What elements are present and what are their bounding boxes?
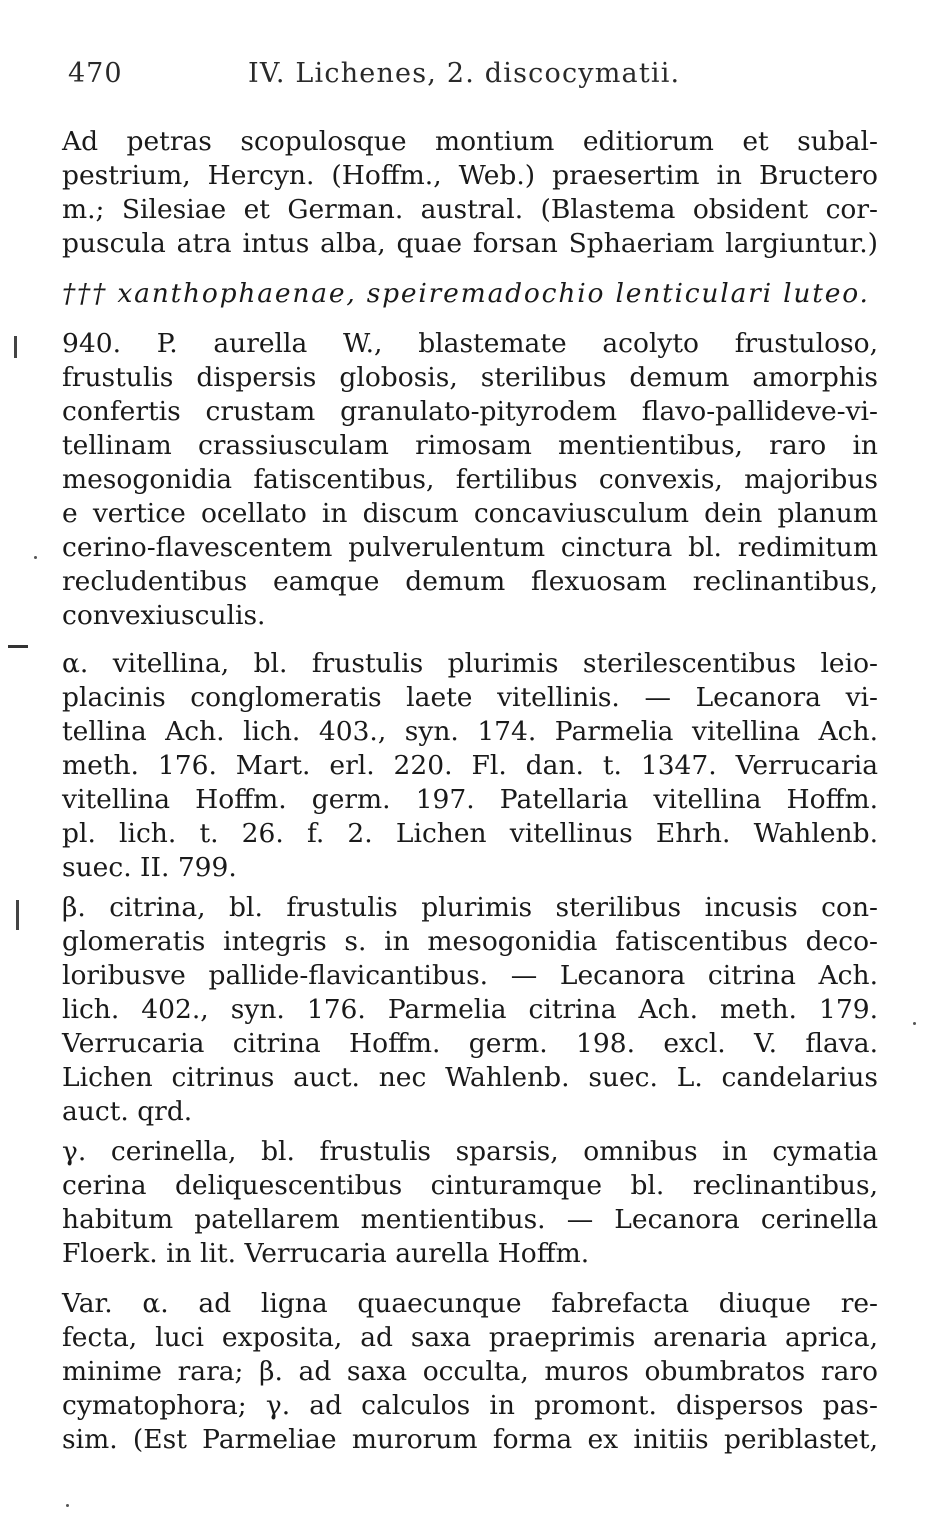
- text-line-25: lich. 402., syn. 176. Parmelia citrina Ach. meth. 179.: [62, 994, 878, 1025]
- text-line-7: frustulis dispersis globosis, sterilibus demum amorphis: [62, 362, 878, 393]
- text-line-2: pestrium, Hercyn. (Hoffm., Web.) praesertim in Bructero: [62, 160, 878, 191]
- text-line-19: vitellina Hoffm. germ. 197. Patellaria vitellina Hoffm.: [62, 784, 878, 815]
- text-line-24: loribusve pallide-flavicantibus. — Lecanora citrina Ach.: [62, 960, 878, 991]
- text-line-36: cymatophora; γ. ad calculos in promont. dispersos pas-: [62, 1390, 878, 1421]
- text-line-28: auct. qrd.: [62, 1096, 193, 1127]
- margin-tick-mark: [14, 336, 17, 358]
- text-line-11: e vertice ocellato in discum concaviusculum dein planum: [62, 498, 878, 529]
- margin-speck: [913, 1022, 916, 1025]
- text-line-16: placinis conglomeratis laete vitellinis. — Lecanora vi-: [62, 682, 878, 713]
- text-line-37: sim. (Est Parmeliae murorum forma ex initiis periblastet,: [62, 1424, 878, 1455]
- text-line-17: tellina Ach. lich. 403., syn. 174. Parmelia vitellina Ach.: [62, 716, 878, 747]
- variety-gamma-title: γ. cerinella, bl. frustulis sparsis, omnibus in cymatia: [62, 1136, 878, 1167]
- margin-dash-mark: [8, 645, 28, 648]
- text-line-12: cerino-flavescentem pulverulentum cinctura bl. redimitum: [62, 532, 878, 563]
- running-title: IV. Lichenes, 2. discocymatii.: [248, 58, 681, 89]
- text-line-10: mesogonidia fatiscentibus, fertilibus convexis, majoribus: [62, 464, 878, 495]
- text-line-34: fecta, luci exposita, ad saxa praeprimis arenaria aprica,: [62, 1322, 878, 1353]
- text-line-30: cerina deliquescentibus cinturamque bl. reclinantibus,: [62, 1170, 878, 1201]
- text-line-18: meth. 176. Mart. erl. 220. Fl. dan. t. 1347. Verrucaria: [62, 750, 878, 781]
- text-line-32: Floerk. in lit. Verrucaria aurella Hoffm.: [62, 1238, 590, 1269]
- variety-notes-line: Var. α. ad ligna quaecunque fabrefacta diuque re-: [62, 1288, 878, 1319]
- text-line-20: pl. lich. t. 26. f. 2. Lichen vitellinus Ehrh. Wahlenb.: [62, 818, 878, 849]
- variety-beta-title: β. citrina, bl. frustulis plurimis sterilibus incusis con-: [62, 892, 878, 923]
- section-heading: ††† xanthophaenae, speiremadochio lenticulari luteo.: [62, 278, 870, 309]
- page-header: [68, 58, 888, 98]
- text-line-1: Ad petras scopulosque montium editiorum et subal-: [62, 126, 878, 157]
- text-line-8: confertis crustam granulato-pityrodem flavo-pallideve-vi-: [62, 396, 878, 427]
- text-line-31: habitum patellarem mentientibus. — Lecanora cerinella: [62, 1204, 878, 1235]
- text-line-26: Verrucaria citrina Hoffm. germ. 198. excl. V. flava.: [62, 1028, 878, 1059]
- margin-speck: [66, 1504, 69, 1507]
- text-line-4: puscula atra intus alba, quae forsan Sphaeriam largiuntur.): [62, 228, 878, 259]
- text-line-27: Lichen citrinus auct. nec Wahlenb. suec. L. candelarius: [62, 1062, 878, 1093]
- margin-tick-mark: [16, 900, 19, 930]
- text-line-3: m.; Silesiae et German. austral. (Blastema obsident cor-: [62, 194, 878, 225]
- species-entry-title: 940. P. aurella W., blastemate acolyto frustuloso,: [62, 328, 878, 359]
- text-line-35: minime rara; β. ad saxa occulta, muros obumbratos raro: [62, 1356, 878, 1387]
- variety-alpha-title: α. vitellina, bl. frustulis plurimis sterilescentibus leio-: [62, 648, 878, 679]
- page-number: 470: [68, 58, 123, 89]
- margin-speck: [34, 556, 37, 559]
- text-line-13: recludentibus eamque demum flexuosam reclinantibus,: [62, 566, 878, 597]
- text-line-14: convexiusculis.: [62, 600, 266, 631]
- text-line-21: suec. II. 799.: [62, 852, 237, 883]
- text-line-9: tellinam crassiusculam rimosam mentientibus, raro in: [62, 430, 878, 461]
- text-line-23: glomeratis integris s. in mesogonidia fatiscentibus deco-: [62, 926, 878, 957]
